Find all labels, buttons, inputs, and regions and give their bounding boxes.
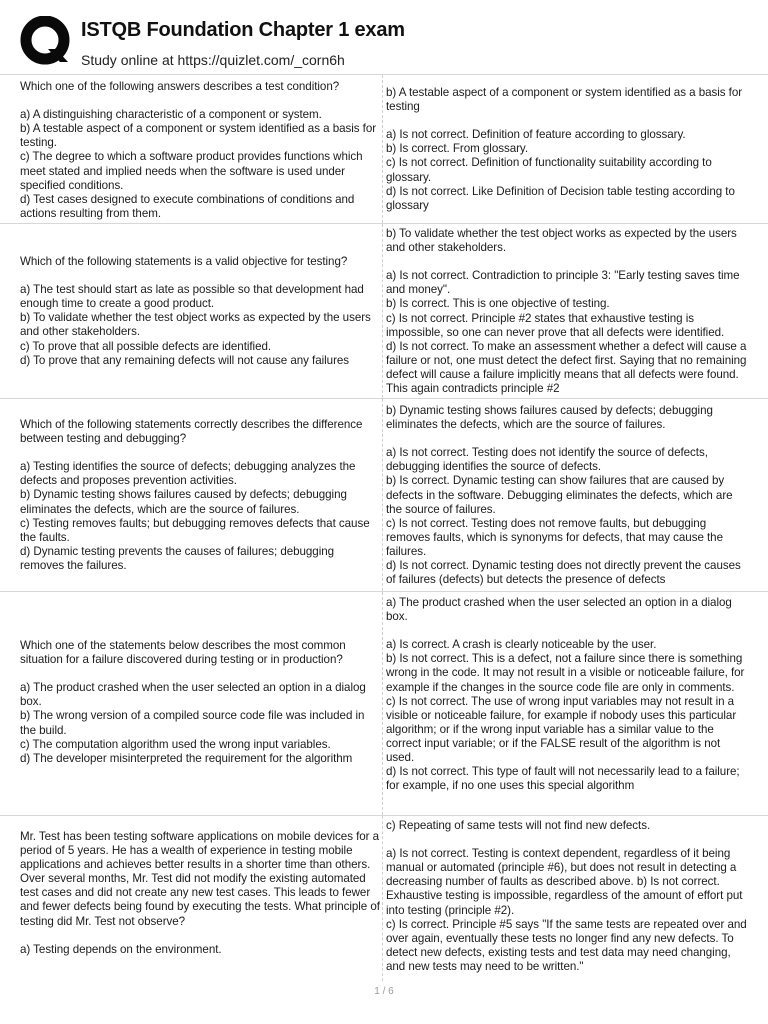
card-term: Which one of the following answers describes a test condition? a) A distinguishing characteristic of a component or system. b) A testable aspect of a component or system identified as a basis for testing. c) The degree to which a software product provides functions which meet stated and implied needs when the software is used under specified conditions. d) Test cases designed to execute combinations of conditions and actions resulting from them.	[20, 80, 377, 220]
card-definition: b) To validate whether the test object works as expected by the users and other stakeholders. a) Is not correct. Contradiction to principle 3: "Early testing saves time and money". b) Is correct. This is one objective of testing. c) Is not correct. Principle #2 states that exhaustive testing is impossible, so one can never prove that all defects were identified. d) Is not correct. To make an assessment whether a defect will cause a failure or not, one must detect the defect first. Saying that no remaining defect will cause a failure implicitly means that all defects were found. This again contradicts principle #2	[386, 227, 747, 396]
flashcard	[0, 591, 768, 815]
card-divider	[382, 224, 383, 398]
card-definition: b) A testable aspect of a component or system identified as a basis for testing a) Is not correct. Definition of feature according to glossary. b) Is correct. From glossary. c) Is not correct. Definition of functionality suitability according to glossary. d) Is not correct. Like Definition of Decision table testing according to glossary	[386, 86, 743, 212]
card-divider	[382, 75, 383, 223]
card-divider	[382, 816, 383, 981]
page-header	[0, 0, 768, 74]
card-term: Which one of the statements below describes the most common situation for a failure discovered during testing or in production? a) The product crashed when the user selected an option in a dialog box. b) The wrong version of a compiled source code file was included in the build. c) The computation algorithm used the wrong input variables. d) The developer misinterpreted the requirement for the algorithm	[20, 639, 366, 765]
card-divider	[382, 592, 383, 815]
card-definition: a) The product crashed when the user selected an option in a dialog box. a) Is correct. A crash is clearly noticeable by the user. b) Is not correct. This is a defect, not a failure since there is something wrong in the code. It may not result in a visible or noticeable failure, for example if the changes in the source code file are only in comments. c) Is not correct. The use of wrong input variables may not result in a visible or noticeable failure, for example if nobody uses this particular algorithm; or if the wrong input variable has a similar value to the correct input variable; or if the FALSE result of the algorithm is not used. d) Is not correct. This type of fault will not necessarily lead to a failure; for example, if no one uses this special algorithm	[386, 596, 745, 793]
flashcard	[0, 223, 768, 398]
study-online-link[interactable]: Study online at https://quizlet.com/_corn6h	[81, 52, 345, 68]
card-term: Mr. Test has been testing software applications on mobile devices for a period of 5 years. He has a wealth of experience in testing mobile applications and achieves better results in a shorter time than others. Over several months, Mr. Test did not modify the existing automated test cases and did not create any new test cases. This leads to fewer and fewer defects being found by executing the tests. What principle of testing did Mr. Test not observe? a) Testing depends on the environment.	[20, 830, 380, 956]
flashcard	[0, 815, 768, 981]
card-term: Which of the following statements is a valid objective for testing? a) The test should start as late as possible so that development had enough time to create a good product. b) To validate whether the test object works as expected by the users and other stakeholders. c) To prove that all possible defects are identified. d) To prove that any remaining defects will not cause any failures	[20, 255, 371, 367]
flashcard	[0, 74, 768, 223]
quizlet-logo-icon	[20, 16, 70, 66]
flashcard	[0, 398, 768, 591]
document-title: ISTQB Foundation Chapter 1 exam	[81, 19, 405, 41]
card-divider	[382, 399, 383, 591]
card-definition: b) Dynamic testing shows failures caused by defects; debugging eliminates the defects, which are the source of failures. a) Is not correct. Testing does not identify the source of defects, debugging identifies the source of defects. b) Is correct. Dynamic testing can show failures that are caused by defects in the software. Debugging eliminates the defects, which are the source of failures. c) Is not correct. Testing does not remove faults, but debugging removes faults, which is synonyms for defects, that may cause the failures. d) Is not correct. Dynamic testing does not directly prevent the causes of failures (defects) but detects the presence of defects	[386, 404, 741, 587]
card-definition: c) Repeating of same tests will not find new defects. a) Is not correct. Testing is context dependent, regardless of it being manual or automated (principle #6), but does not result in detecting a decreasing number of faults as described above. b) Is not correct. Exhaustive testing is impossible, regardless of the amount of effort put into testing (principle #2). c) Is correct. Principle #5 says "If the same tests are repeated over and over again, eventually these tests no longer find any new defects. To detect new defects, existing tests and test data may need changing, and new tests may need to be written."	[386, 819, 747, 973]
page-number: 1 / 6	[374, 986, 394, 997]
card-term: Which of the following statements correctly describes the difference between testing and debugging? a) Testing identifies the source of defects; debugging analyzes the defects and proposes prevention activities. b) Dynamic testing shows failures caused by defects; debugging eliminates the defects, which are the source of failures. c) Testing removes faults; but debugging removes defects that cause the faults. d) Dynamic testing prevents the causes of failures; debugging removes the failures.	[20, 418, 370, 572]
